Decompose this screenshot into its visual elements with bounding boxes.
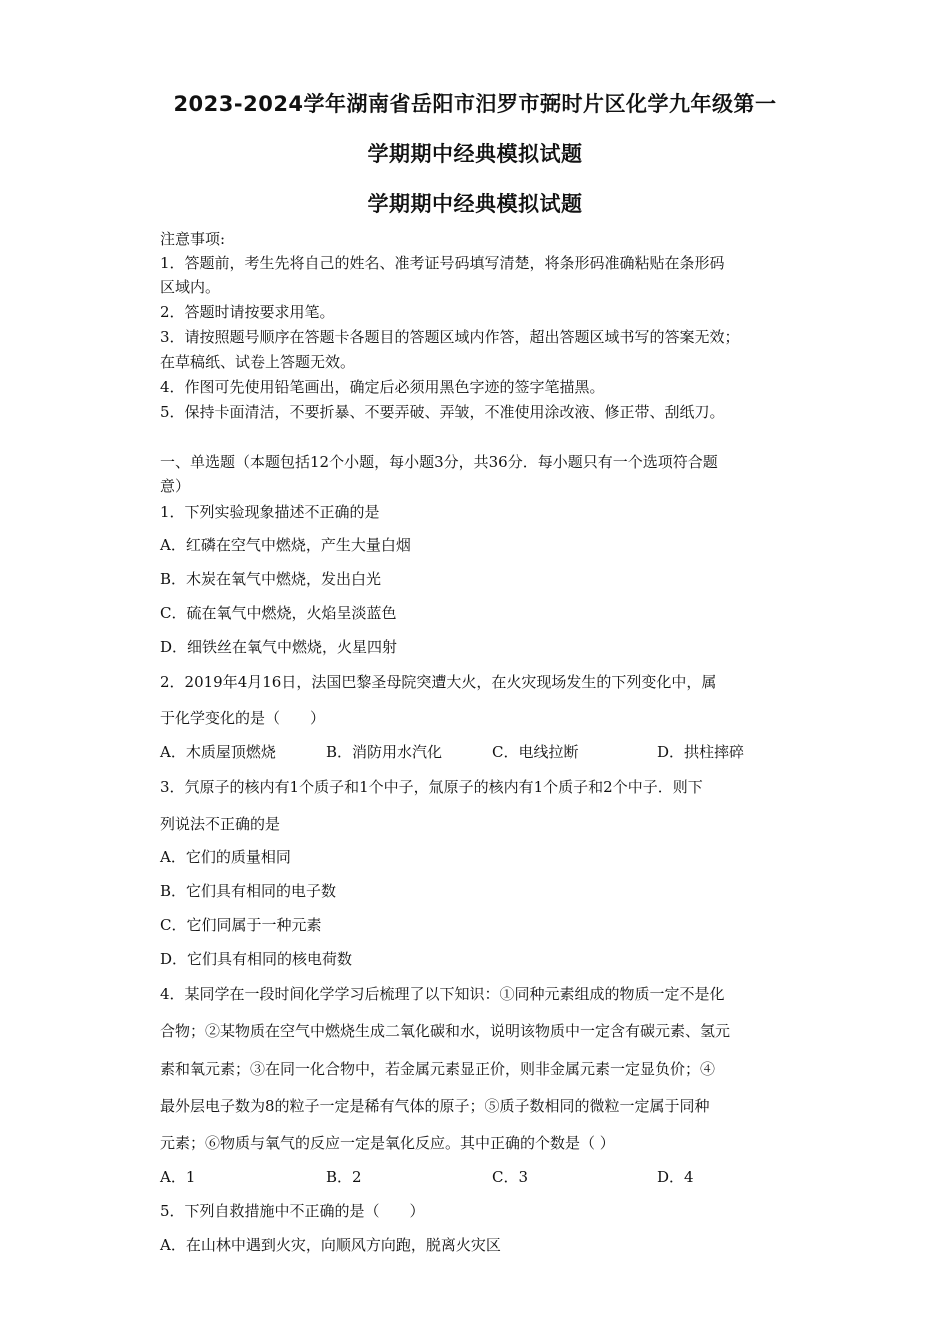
question-1-option-a: A．红磷在空气中燃烧，产生大量白烟	[160, 536, 411, 554]
question-2-stem-line-2: 于化学变化的是（ ）	[160, 709, 326, 727]
exam-title-line-3: 学期期中经典模拟试题	[367, 192, 583, 216]
section-heading-line-1: 一、单选题（本题包括12个小题，每小题3分，共36分．每小题只有一个选项符合题	[160, 453, 718, 471]
notice-line: 1．答题前，考生先将自己的姓名、准考证号码填写清楚，将条形码准确粘贴在条形码	[160, 254, 725, 272]
question-4-option-b: B．2	[326, 1168, 362, 1186]
question-4-stem-line: 元素；⑥物质与氧气的反应一定是氧化反应。其中正确的个数是（ ）	[160, 1134, 615, 1152]
question-2-option-a: A．木质屋顶燃烧	[160, 743, 276, 761]
section-heading-line-2: 意）	[160, 477, 191, 495]
question-4-stem-line: 最外层电子数为8的粒子一定是稀有气体的原子；⑤质子数相同的微粒一定属于同种	[160, 1097, 710, 1115]
question-4-stem-line: 合物；②某物质在空气中燃烧生成二氧化碳和水，说明该物质中一定含有碳元素、氢元	[160, 1022, 731, 1040]
question-1-option-d: D．细铁丝在氧气中燃烧，火星四射	[160, 638, 398, 656]
notice-line: 3．请按照题号顺序在答题卡各题目的答题区域内作答，超出答题区域书写的答案无效；	[160, 328, 740, 346]
question-4-stem-line: 素和氧元素；③在同一化合物中，若金属元素显正价，则非金属元素一定显负价；④	[160, 1060, 716, 1078]
exam-title-line-1: 2023-2024学年湖南省岳阳市汨罗市弼时片区化学九年级第一	[173, 92, 777, 116]
question-4-option-c: C．3	[492, 1168, 529, 1186]
question-2-stem-line-1: 2．2019年4月16日，法国巴黎圣母院突遭大火，在火灾现场发生的下列变化中，属	[160, 673, 717, 691]
question-5-stem: 5．下列自救措施中不正确的是（ ）	[160, 1202, 425, 1220]
question-1-option-b: B．木炭在氧气中燃烧，发出白光	[160, 570, 382, 588]
notice-line: 在草稿纸、试卷上答题无效。	[160, 353, 356, 371]
question-2-option-d: D．拱柱摔碎	[657, 743, 745, 761]
question-4-option-a: A．1	[160, 1168, 196, 1186]
notice-line: 5．保持卡面清洁，不要折暴、不要弄破、弄皱，不准使用涂改液、修正带、刮纸刀。	[160, 403, 725, 421]
question-3-option-c: C．它们同属于一种元素	[160, 916, 322, 934]
notice-line: 区域内。	[160, 278, 221, 296]
question-3-stem-line-2: 列说法不正确的是	[160, 815, 281, 833]
question-1-stem: 1．下列实验现象描述不正确的是	[160, 503, 380, 521]
notice-line: 2．答题时请按要求用笔。	[160, 303, 335, 321]
question-5-option-a: A．在山林中遇到火灾，向顺风方向跑，脱离火灾区	[160, 1236, 501, 1254]
notice-line: 4．作图可先使用铅笔画出，确定后必须用黑色字迹的签字笔描黑。	[160, 378, 605, 396]
question-2-option-b: B．消防用水汽化	[326, 743, 443, 761]
question-1-option-c: C．硫在氧气中燃烧，火焰呈淡蓝色	[160, 604, 397, 622]
question-4-stem-line: 4．某同学在一段时间化学学习后梳理了以下知识：①同种元素组成的物质一定不是化	[160, 985, 725, 1003]
question-3-stem-line-1: 3．氕原子的核内有1个质子和1个中子，氚原子的核内有1个质子和2个中子．则下	[160, 778, 703, 796]
notice-heading: 注意事项:	[160, 230, 226, 248]
question-4-option-d: D．4	[657, 1168, 694, 1186]
question-2-option-c: C．电线拉断	[492, 743, 579, 761]
exam-title-line-2: 学期期中经典模拟试题	[367, 142, 583, 166]
question-3-option-d: D．它们具有相同的核电荷数	[160, 950, 353, 968]
question-3-option-a: A．它们的质量相同	[160, 848, 291, 866]
question-3-option-b: B．它们具有相同的电子数	[160, 882, 337, 900]
